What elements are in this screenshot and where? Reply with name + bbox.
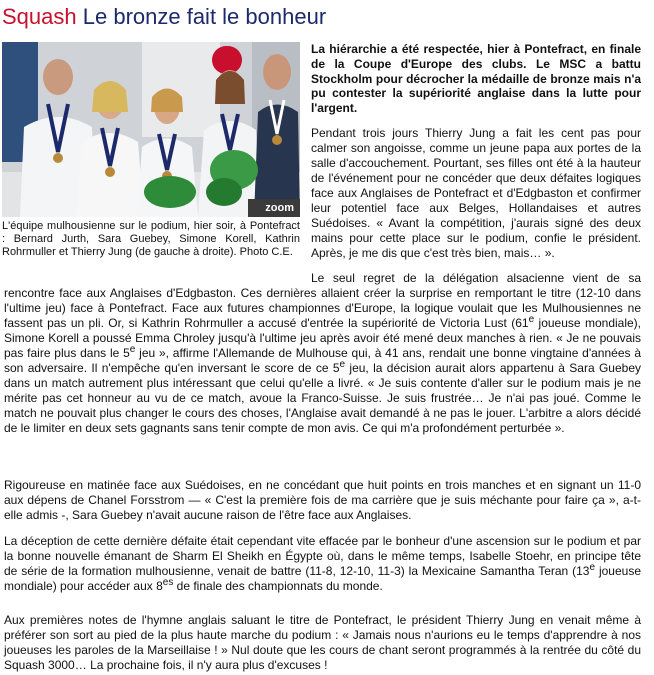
article-headline bbox=[2, 4, 326, 30]
ordinal-suffix: e bbox=[339, 359, 346, 370]
zoom-button[interactable]: zoom bbox=[248, 199, 300, 217]
ordinal-suffix: e bbox=[528, 314, 535, 325]
paragraph-3: Rigoureuse en matinée face aux Suédoises, en ne concédant que huit points en trois manches et en signant un 11-0 aux dépens de Chanel Forsstrom — « C'est la première fois de ma carrière que je suis méchante pour faire ça », a-t-elle admis -, Sara Guebey n'avait aucune raison de l'être face aux Anglaises. bbox=[4, 478, 641, 522]
paragraph-2-part-b: joueuse mondiale), Simone Korell a poussé Emma Chroley jusqu'à l'ultime jeu après avoir été mené deux manches à rien. « Je ne pouvais pas faire plus dans le 5 bbox=[4, 316, 642, 360]
team-podium-photo[interactable] bbox=[2, 42, 300, 217]
paragraph-4-part-a: La déception de cette dernière défaite était cependant vite effacée par le bonheur d'une ascension sur le podium et par la bonne nouvelle émanant de Sharm El Sheikh en Égypte où, dans le même temps, Isabelle Stoehr, en principe tête de série de la formation mulhousienne, venait de battre (11-8, 12-10, 11-3) la Mexicaine Samantha Teran (13 bbox=[4, 534, 641, 578]
paragraph-4-part-c: de finale des championnats du monde. bbox=[173, 579, 383, 593]
ordinal-suffix: e bbox=[589, 562, 596, 573]
paragraph-4-part-b: joueuse mondiale) pour accéder aux 8 bbox=[4, 564, 641, 593]
article-title: Le bronze fait le bonheur bbox=[82, 4, 327, 29]
paragraph-5: Aux premières notes de l'hymne anglais saluant le titre de Pontefract, le président Thierry Jung en venait même à préférer son sort au pied de la plus haute marche du podium : « Jamais nous n'aurions eu le temps d'apprendre à nos joueuses les paroles de la Marseillaise ! » Nul doute que les cours de chant seront programmés à la rentrée du côté du Squash 3000… La prochaine fois, il n'y aura plus d'excuses ! bbox=[4, 613, 641, 672]
photo-illustration bbox=[2, 42, 300, 217]
paragraph-2-part-c: jeu », affirme l'Allemande de Mulhouse qui, à 41 ans, rendait une bonne vingtaine d'années à son adversaire. Il n'empêche qu'en inversant le score de ce 5 bbox=[4, 346, 641, 375]
paragraph-4 bbox=[4, 534, 641, 594]
photo-caption: L'équipe mulhousienne sur le podium, hier soir, à Pontefract : Bernard Jurth, Sara Guebey, Simone Korell, Kathrin Rohrmuller et Thierry Jung (de gauche à droite). Photo C.E. bbox=[2, 220, 300, 259]
paragraph-2-part-d: jeu, la décision aurait alors appartenu à Sara Guebey dans un match autrement plus intéressant que celui qu'elle a livré. « Je suis contente d'aller sur le podium mais je ne mérite pas cet honneur au vu de ce match, avoue la Franco-Suisse. Je suis frustrée… Je n'ai pas joué. Comme le match ne pouvait plus changer le cours des choses, l'Anglaise avait demandé à ne pas le jouer. L'arbitre a alors décidé de le limiter en deux sets gagnants sans tenir compte de mon avis. Ce qui m'a profondément perturbée ». bbox=[4, 361, 641, 435]
ordinal-suffix: e bbox=[129, 344, 136, 355]
ordinal-suffix: es bbox=[162, 577, 174, 588]
paragraph-2-part-a: Le seul regret de la délégation alsacienne vient de sa rencontre face aux Anglaises d'Edgbaston. Ces dernières allaient créer la surprise en remportant le titre (12-10 dans l'ultime jeu) face à Pontefract. Face aux futures championnes d'Europe, la logique voulait que les Mulhousiennes ne fassent pas un pli. Or, si Kathrin Rohrmuller a accusé d'entrée la supériorité de Victoria Lust (61 bbox=[4, 271, 641, 330]
paragraph-2 bbox=[4, 271, 641, 436]
article-lead: La hiérarchie a été respectée, hier à Pontefract, en finale de la Coupe d'Europe des clubs. Le MSC a battu Stockholm pour décrocher la médaille de bronze mais n'a pu contester la supériorité anglaise dans la lutte pour l'argent. bbox=[311, 42, 641, 116]
paragraph-1: Pendant trois jours Thierry Jung a fait les cent pas pour calmer son angoisse, comme un jeune papa aux portes de la salle d'accouchement. Pourtant, ses filles ont été à la hauteur de l'événement pour ne concéder que deux défaites logiques face aux Anglaises de Pontefract et d'Edgbaston et confirmer leur potentiel face aux Belges, Hollandaises et autres Suédoises. « Avant la compétition, j'aurais signé des deux mains pour cette place sur le podium, confie le président. Après, je me dis que c'est très bien, mais… ». bbox=[311, 126, 641, 260]
rubric-label: Squash bbox=[2, 4, 77, 29]
